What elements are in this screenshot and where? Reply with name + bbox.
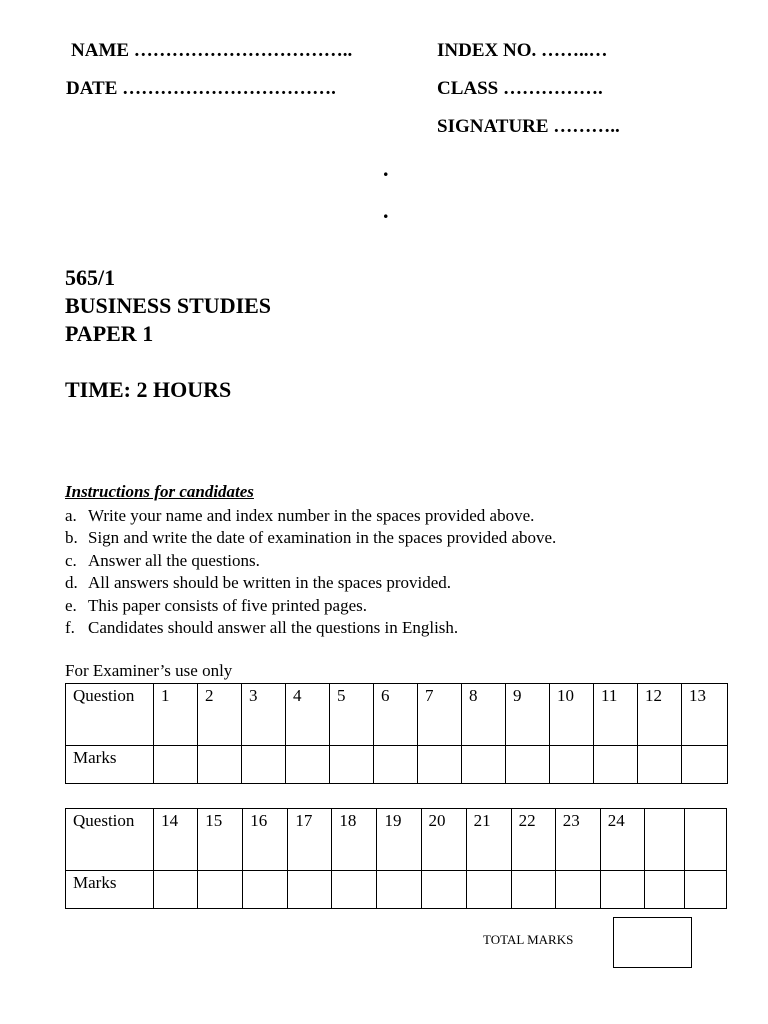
question-header-cell: Question (66, 684, 154, 746)
question-number-cell: 17 (288, 809, 332, 871)
question-number-cell: 18 (332, 809, 377, 871)
instructions-title: Instructions for candidates (65, 482, 254, 501)
marks-cell[interactable] (374, 746, 418, 784)
marks-cell[interactable] (682, 746, 728, 784)
marks-cell[interactable] (466, 871, 511, 909)
name-field: NAME …………………………….. (71, 40, 353, 61)
separator-dot: . (383, 198, 389, 223)
question-number-cell: 14 (154, 809, 198, 871)
instruction-item (65, 572, 556, 594)
question-number-cell: 22 (511, 809, 555, 871)
marks-cell[interactable] (550, 746, 594, 784)
marks-cell[interactable] (243, 871, 288, 909)
total-marks-box[interactable] (613, 917, 692, 968)
question-number-cell: 16 (243, 809, 288, 871)
marks-cell[interactable] (600, 871, 644, 909)
marks-header-cell: Marks (66, 871, 154, 909)
marks-row (66, 746, 728, 784)
instruction-item (65, 550, 556, 572)
marks-cell[interactable] (154, 746, 198, 784)
total-marks-label: TOTAL MARKS (483, 932, 574, 947)
marks-cell[interactable] (242, 746, 286, 784)
instruction-letter: d. (65, 573, 78, 593)
marks-header-cell: Marks (66, 746, 154, 784)
marks-cell[interactable] (377, 871, 421, 909)
marks-cell[interactable] (198, 871, 243, 909)
question-number-cell (684, 809, 726, 871)
marks-cell[interactable] (511, 871, 555, 909)
instruction-letter: a. (65, 506, 77, 525)
date-field: DATE ……………………………. (66, 78, 336, 99)
instruction-text: Sign and write the date of examination in the spaces provided above. (88, 528, 557, 548)
instruction-text: Answer all the questions. (88, 550, 260, 570)
question-number-cell: 6 (374, 684, 418, 746)
question-header-cell: Question (66, 809, 154, 871)
class-field: CLASS ……………. (437, 78, 603, 99)
question-number-cell: 2 (198, 684, 242, 746)
instruction-letter: e. (65, 595, 77, 615)
marks-cell[interactable] (332, 871, 377, 909)
signature-field: SIGNATURE ……….. (437, 116, 620, 137)
instruction-letter: c. (65, 550, 77, 570)
question-number-cell: 24 (600, 809, 644, 871)
index-number-field: INDEX NO. ……..… (437, 40, 608, 61)
marks-table-2 (65, 808, 727, 909)
question-row (66, 809, 727, 871)
question-number-cell: 1 (154, 684, 198, 746)
marks-cell[interactable] (594, 746, 638, 784)
question-number-cell: 11 (594, 684, 638, 746)
question-number-cell: 3 (242, 684, 286, 746)
question-number-cell: 8 (462, 684, 506, 746)
marks-cell[interactable] (638, 746, 682, 784)
instruction-text: This paper consists of five printed pages. (88, 595, 368, 615)
instruction-text: All answers should be written in the spaces provided. (88, 573, 452, 593)
separator-dot: . (383, 156, 389, 181)
marks-cell[interactable] (154, 871, 198, 909)
question-row (66, 684, 728, 746)
instruction-item (65, 617, 556, 639)
marks-cell[interactable] (198, 746, 242, 784)
instruction-letter: b. (65, 528, 78, 548)
instruction-item (65, 595, 556, 617)
marks-cell[interactable] (555, 871, 600, 909)
question-number-cell: 5 (330, 684, 374, 746)
marks-cell[interactable] (506, 746, 550, 784)
instruction-item (65, 505, 556, 527)
marks-cell[interactable] (288, 871, 332, 909)
instruction-text: Write your name and index number in the spaces provided above. (88, 506, 535, 525)
question-number-cell: 10 (550, 684, 594, 746)
question-number-cell: 15 (198, 809, 243, 871)
marks-cell[interactable] (462, 746, 506, 784)
examiner-use-label: For Examiner’s use only (65, 661, 233, 680)
paper-number: PAPER 1 (65, 321, 154, 346)
marks-cell[interactable] (418, 746, 462, 784)
question-number-cell: 7 (418, 684, 462, 746)
question-number-cell: 23 (555, 809, 600, 871)
question-number-cell: 13 (682, 684, 728, 746)
marks-row (66, 871, 727, 909)
question-number-cell (644, 809, 684, 871)
instruction-item (65, 527, 556, 549)
question-number-cell: 9 (506, 684, 550, 746)
instruction-letter: f. (65, 618, 75, 638)
marks-cell[interactable] (286, 746, 330, 784)
instructions-list (65, 505, 556, 639)
time-allowed: TIME: 2 HOURS (65, 377, 232, 402)
paper-code: 565/1 (65, 265, 116, 290)
marks-cell[interactable] (330, 746, 374, 784)
question-number-cell: 20 (421, 809, 466, 871)
marks-cell[interactable] (421, 871, 466, 909)
marks-cell[interactable] (644, 871, 684, 909)
marks-cell[interactable] (684, 871, 726, 909)
instruction-text: Candidates should answer all the questions in English. (88, 618, 459, 638)
question-number-cell: 19 (377, 809, 421, 871)
question-number-cell: 21 (466, 809, 511, 871)
question-number-cell: 4 (286, 684, 330, 746)
subject-title: BUSINESS STUDIES (65, 293, 272, 318)
question-number-cell: 12 (638, 684, 682, 746)
marks-table-1 (65, 683, 728, 784)
